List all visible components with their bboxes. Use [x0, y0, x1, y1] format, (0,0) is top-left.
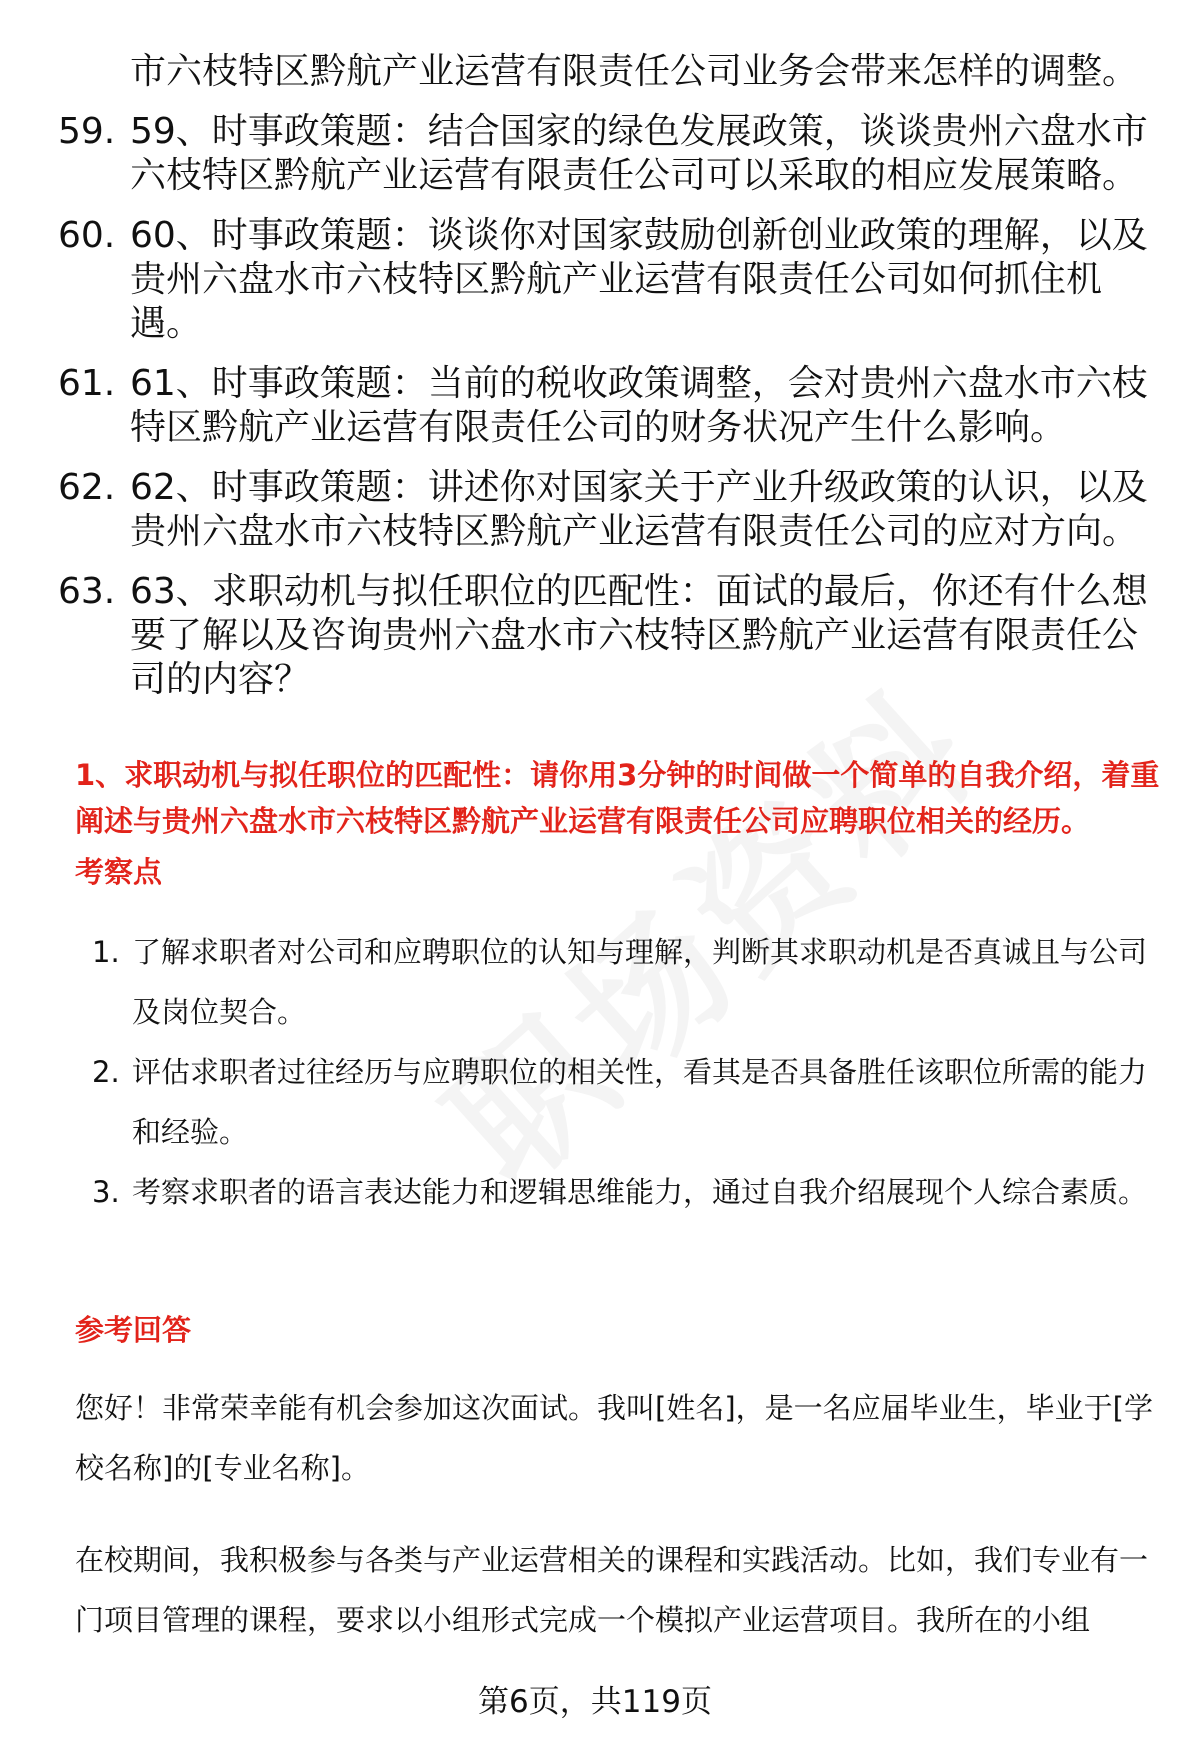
answer-paragraph: 在校期间，我积极参与各类与产业运营相关的课程和实践活动。比如，我们专业有一门项目管理的课程，要求以小组形式完成一个模拟产业运营项目。我所在的小组 — [75, 1543, 1149, 1637]
item-text: 60、时事政策题：谈谈你对国家鼓励创新创业政策的理解，以及贵州六盘水市六枝特区黔航产业运营有限责任公司如何抓住机遇。 — [130, 215, 1148, 344]
list-item — [58, 570, 1168, 702]
section-heading: 1、求职动机与拟任职位的匹配性：请你用3分钟的时间做一个简单的自我介绍，着重阐述与贵州六盘水市六枝特区黔航产业运营有限责任公司应聘职位相关的经历。 — [75, 758, 1160, 838]
item-number: 3. — [92, 1175, 120, 1209]
answer-label: 参考回答 — [75, 1313, 192, 1347]
list-item — [58, 214, 1168, 346]
item-number: 60. — [58, 215, 116, 256]
exam-points-label: 考察点 — [75, 855, 163, 889]
list-item — [92, 922, 1152, 1042]
item-text: 63、求职动机与拟任职位的匹配性：面试的最后，你还有什么想要了解以及咨询贵州六盘水市六枝特区黔航产业运营有限责任公司的内容？ — [130, 571, 1148, 700]
item-text: 考察求职者的语言表达能力和逻辑思维能力，通过自我介绍展现个人综合素质。 — [132, 1175, 1148, 1209]
item-number: 62. — [58, 467, 116, 508]
item-text: 61、时事政策题：当前的税收政策调整，会对贵州六盘水市六枝特区黔航产业运营有限责任公司的财务状况产生什么影响。 — [130, 363, 1148, 448]
list-item — [58, 110, 1168, 198]
continuation-text: 市六枝特区黔航产业运营有限责任公司业务会带来怎样的调整。 — [130, 51, 1139, 92]
item-number: 63. — [58, 571, 116, 612]
list-item — [58, 362, 1168, 450]
item-text: 62、时事政策题：讲述你对国家关于产业升级政策的认识，以及贵州六盘水市六枝特区黔航产业运营有限责任公司的应对方向。 — [130, 467, 1148, 552]
list-item — [92, 1162, 1152, 1222]
item-number: 2. — [92, 1055, 120, 1089]
item-text: 评估求职者过往经历与应聘职位的相关性，看其是否具备胜任该职位所需的能力和经验。 — [132, 1055, 1148, 1149]
page-footer: 第6页，共119页 — [478, 1684, 712, 1720]
item-text: 59、时事政策题：结合国家的绿色发展政策，谈谈贵州六盘水市六枝特区黔航产业运营有限责任公司可以采取的相应发展策略。 — [130, 111, 1148, 196]
question-list — [58, 110, 1168, 718]
item-number: 1. — [92, 935, 120, 969]
exam-points-list — [92, 922, 1152, 1222]
item-number: 61. — [58, 363, 116, 404]
list-item — [92, 1042, 1152, 1162]
item-text: 了解求职者对公司和应聘职位的认知与理解，判断其求职动机是否真诚且与公司及岗位契合。 — [132, 935, 1148, 1029]
item-number: 59. — [58, 111, 116, 152]
answer-paragraph: 您好！非常荣幸能有机会参加这次面试。我叫[姓名]，是一名应届毕业生，毕业于[学校名称]的[专业名称]。 — [75, 1391, 1153, 1485]
list-item — [58, 466, 1168, 554]
